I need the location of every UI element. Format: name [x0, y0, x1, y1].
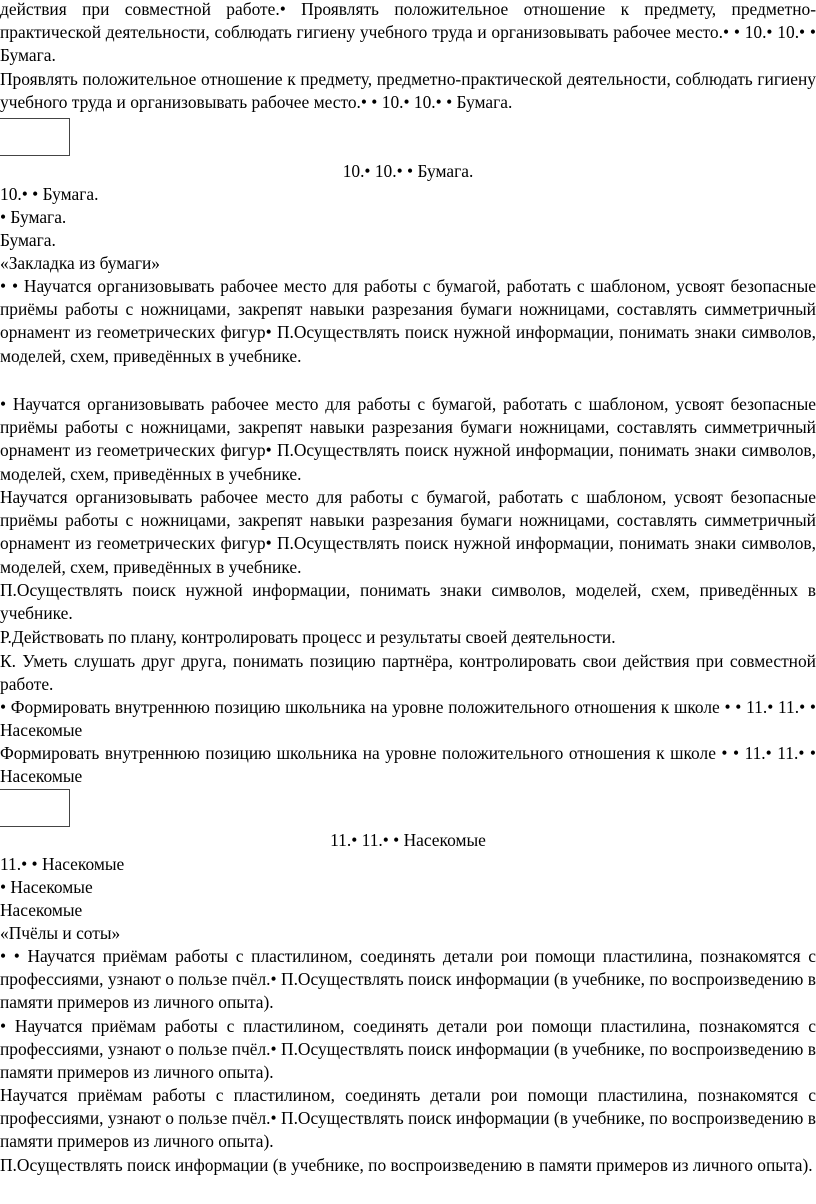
paragraph: • Научатся приёмам работы с пластилином, соединять детали рои помощи пластилина, познакомятся с профессиями, узнают о пользе пчёл.• П.Осуществлять поиск информации (в учебнике, по воспроизведению в памяти примеров из личного опыта). — [0, 1016, 816, 1083]
empty-table-cell — [0, 118, 70, 156]
paragraph: Р.Действовать по плану, контролировать процесс и результаты своей деятельности. — [0, 627, 616, 647]
centered-heading: 11.• 11.• • Насекомые — [330, 830, 486, 850]
paragraph: Научатся приёмам работы с пластилином, соединять детали рои помощи пластилина, познакомятся с профессиями, узнают о пользе пчёл.• П.Осуществлять поиск информации (в учебнике, по воспроизведению в памяти примеров из личного опыта). — [0, 1085, 816, 1152]
paragraph: • • Научатся приёмам работы с пластилином, соединять детали рои помощи пластилина, познакомятся с профессиями, узнают о пользе пчёл.• П.Осуществлять поиск информации (в учебнике, по воспроизведению в памяти примеров из личного опыта). — [0, 946, 816, 1013]
text-line: • Бумага. — [0, 207, 67, 227]
text-line: • Насекомые — [0, 877, 93, 897]
paragraph: П.Осуществлять поиск нужной информации, понимать знаки символов, моделей, схем, приведённых в учебнике. — [0, 580, 816, 624]
paragraph: • Формировать внутреннюю позицию школьника на уровне положительного отношения к школе • • 11.• 11.• • Насекомые — [0, 697, 816, 741]
paragraph: Научатся организовывать рабочее место для работы с бумагой, работать с шаблоном, усвоят безопасные приёмы работы с ножницами, закрепят навыки разрезания бумаги ножницами, составлять симметричный орнамент из геометрических фигур• П.Осуществлять поиск нужной информации, понимать знаки символов, моделей, схем, приведённых в учебнике. — [0, 487, 816, 577]
paragraph: действия при совместной работе.• Проявлять положительное отношение к предмету, предметно-практической деятельности, соблюдать гигиену учебного труда и организовывать рабочее место.• • 10.• 10.• • Бумага. — [0, 0, 816, 66]
empty-table-cell — [0, 789, 70, 827]
text-line: Насекомые — [0, 900, 83, 920]
text-line: Бумага. — [0, 230, 56, 250]
lesson-title: «Пчёлы и соты» — [0, 923, 121, 943]
paragraph: Проявлять положительное отношение к предмету, предметно-практической деятельности, соблюдать гигиену учебного труда и организовывать рабочее место.• • 10.• 10.• • Бумага. — [0, 69, 816, 113]
centered-heading: 10.• 10.• • Бумага. — [342, 161, 474, 181]
text-line: 11.• • Насекомые — [0, 854, 125, 874]
text-line: 10.• • Бумага. — [0, 184, 99, 204]
paragraph: П.Осуществлять поиск информации (в учебнике, по воспроизведению в памяти примеров из личного опыта). — [0, 1155, 813, 1175]
paragraph: Формировать внутреннюю позицию школьника на уровне положительного отношения к школе • • 11.• 11.• • Насекомые — [0, 743, 816, 787]
paragraph: К. Уметь слушать друг друга, понимать позицию партнёра, контролировать свои действия при совместной работе. — [0, 651, 816, 695]
paragraph: • • Научатся организовывать рабочее место для работы с бумагой, работать с шаблоном, усвоят безопасные приёмы работы с ножницами, закрепят навыки разрезания бумаги ножницами, составлять симметричный орнамент из геометрических фигур• П.Осуществлять поиск нужной информации, понимать знаки символов, моделей, схем, приведённых в учебнике. — [0, 276, 816, 366]
paragraph: • Научатся организовывать рабочее место для работы с бумагой, работать с шаблоном, усвоят безопасные приёмы работы с ножницами, закрепят навыки разрезания бумаги ножницами, составлять симметричный орнамент из геометрических фигур• П.Осуществлять поиск нужной информации, понимать знаки символов, моделей, схем, приведённых в учебнике. — [0, 394, 816, 484]
lesson-title: «Закладка из бумаги» — [0, 253, 160, 273]
